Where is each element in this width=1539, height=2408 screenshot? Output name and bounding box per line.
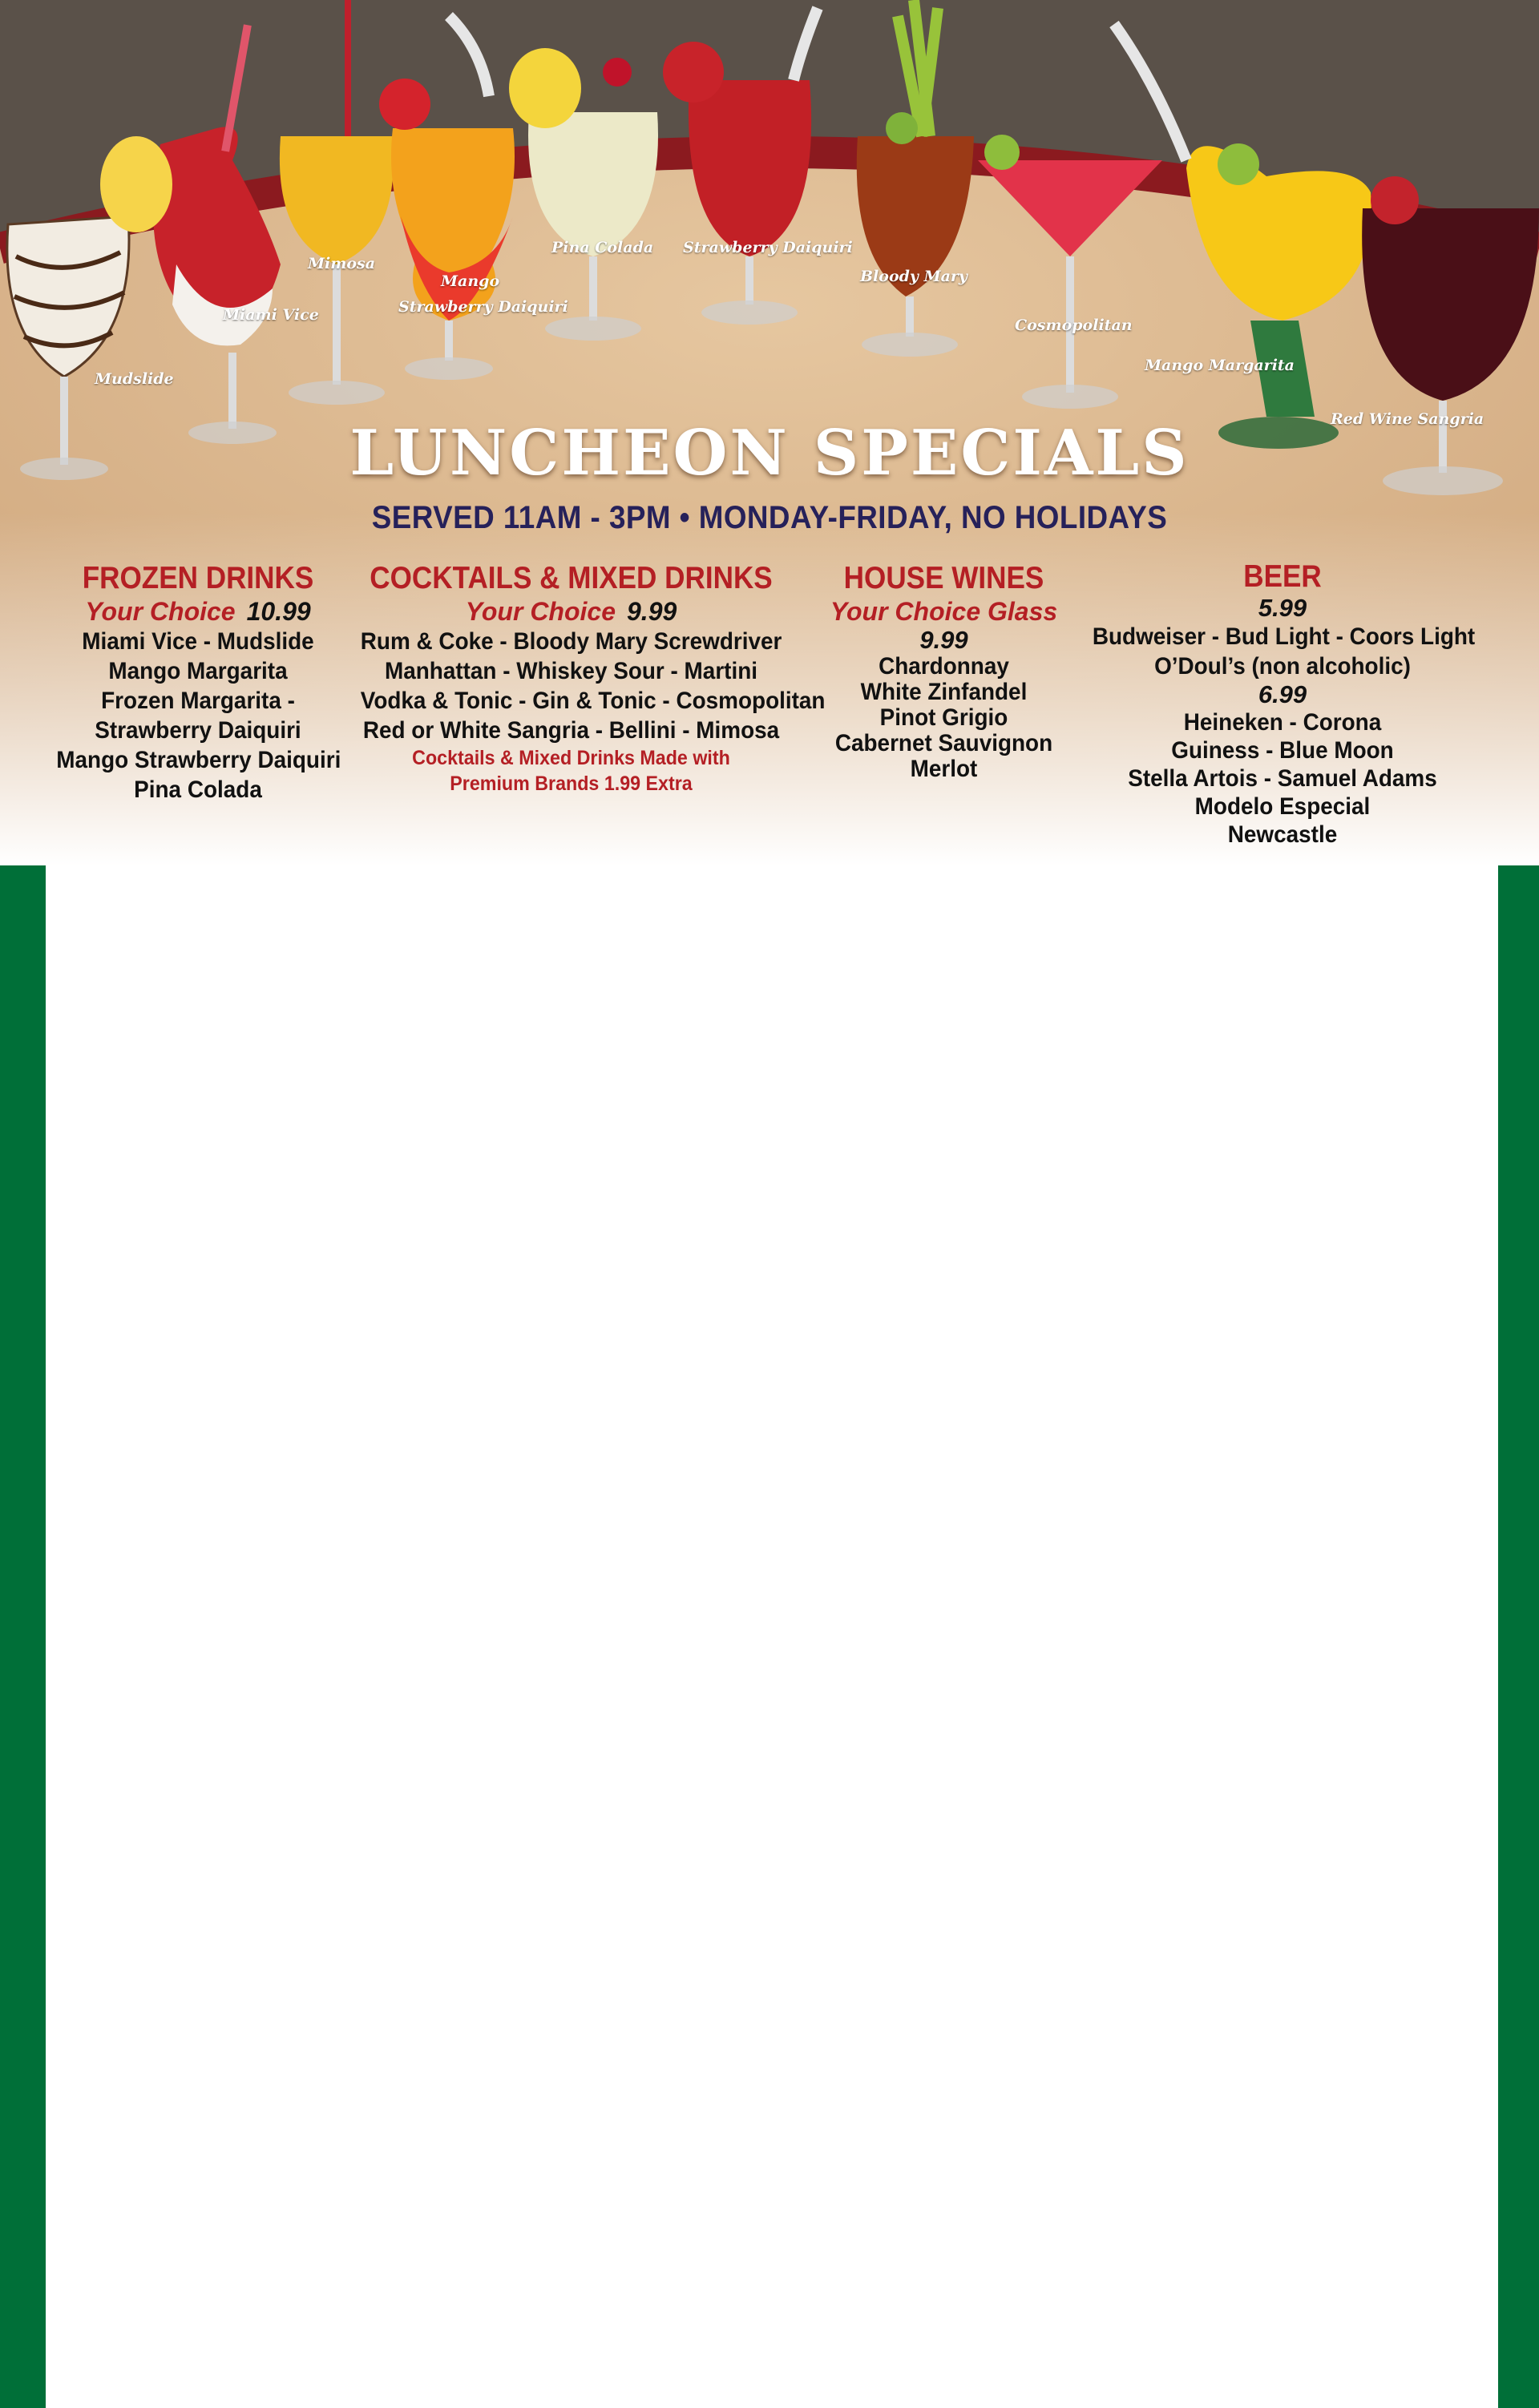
cocktail-item: Rum & Coke - Bloody Mary Screwdriver xyxy=(360,628,782,655)
cocktails-choice-label: Your Choice xyxy=(465,597,616,626)
drink-label-mango: Mango xyxy=(441,272,500,290)
beer-item: Modelo Especial xyxy=(1194,793,1371,820)
wine-item: Pinot Grigio xyxy=(879,704,1008,731)
page-title: LUNCHEON SPECIALS xyxy=(349,417,1190,490)
frozen-drinks-price-line xyxy=(46,596,350,627)
house-wines-section xyxy=(802,561,1086,782)
drink-label-strawberry-daiquiri: Strawberry Daiquiri xyxy=(683,239,853,256)
drink-label-mango-margarita: Mango Margarita xyxy=(1145,357,1295,374)
serving-hours: SERVED 11AM - 3PM • MONDAY-FRIDAY, NO HOLIDAYS xyxy=(371,500,1168,535)
beer-item: Budweiser - Bud Light - Coors Light xyxy=(1092,623,1476,650)
drink-label-cosmopolitan: Cosmopolitan xyxy=(1015,317,1133,334)
wine-item: Cabernet Sauvignon xyxy=(834,730,1053,756)
wine-item: Chardonnay xyxy=(879,653,1009,680)
beer-item: Heineken - Corona xyxy=(1183,709,1382,736)
house-wines-heading: HOUSE WINES xyxy=(843,561,1044,595)
cocktails-price: 9.99 xyxy=(627,597,677,626)
drink-label-pina-colada: Pina Colada xyxy=(551,239,654,256)
wines-choice-line xyxy=(802,596,1086,627)
frozen-item: Frozen Margarita - xyxy=(101,688,295,714)
wine-item: White Zinfandel xyxy=(860,679,1028,705)
cocktails-price-line xyxy=(345,596,798,627)
beer-item: O’Doul’s (non alcoholic) xyxy=(1154,653,1411,680)
wines-choice-label: Your Choice Glass xyxy=(830,597,1058,626)
premium-brands-note-price: Premium Brands 1.99 Extra xyxy=(450,772,693,795)
frozen-item: Miami Vice - Mudslide xyxy=(82,628,314,655)
frozen-price: 10.99 xyxy=(246,597,311,626)
drink-label-mudslide: Mudslide xyxy=(95,370,174,388)
drink-label-mango-strawberry-daiquiri: Strawberry Daiquiri xyxy=(398,298,568,316)
frozen-drinks-heading: FROZEN DRINKS xyxy=(82,561,314,595)
drink-label-red-wine-sangria: Red Wine Sangria xyxy=(1331,410,1484,428)
drink-label-bloody-mary: Bloody Mary xyxy=(860,268,967,285)
drink-label-miami-vice: Miami Vice xyxy=(223,306,319,324)
cocktail-item: Vodka & Tonic - Gin & Tonic - Cosmopolitan xyxy=(360,688,826,714)
frozen-item: Strawberry Daiquiri xyxy=(95,717,301,744)
frozen-item: Pina Colada xyxy=(134,776,262,803)
frozen-choice-label: Your Choice xyxy=(85,597,236,626)
beer-item: Guiness - Blue Moon xyxy=(1171,737,1394,764)
cocktail-item: Red or White Sangria - Bellini - Mimosa xyxy=(362,717,780,744)
frozen-item: Mango Strawberry Daiquiri xyxy=(56,747,341,773)
beer-price-import: 6.99 xyxy=(1258,680,1307,708)
beer-item: Stella Artois - Samuel Adams xyxy=(1128,765,1437,792)
beer-price-domestic: 5.99 xyxy=(1258,594,1307,622)
frozen-item: Mango Margarita xyxy=(108,658,288,684)
cocktail-item: Manhattan - Whiskey Sour - Martini xyxy=(384,658,758,684)
cocktails-heading: COCKTAILS & MIXED DRINKS xyxy=(370,561,773,595)
beer-section xyxy=(1078,559,1487,849)
beer-item: Newcastle xyxy=(1227,821,1338,848)
premium-brands-note: Cocktails & Mixed Drinks Made with xyxy=(412,747,730,769)
cocktails-section xyxy=(345,561,826,797)
drink-label-mimosa: Mimosa xyxy=(308,255,376,272)
frozen-drinks-section xyxy=(46,561,350,805)
wines-price: 9.99 xyxy=(919,626,968,654)
beer-heading: BEER xyxy=(1243,559,1322,594)
wine-item: Merlot xyxy=(910,756,978,782)
